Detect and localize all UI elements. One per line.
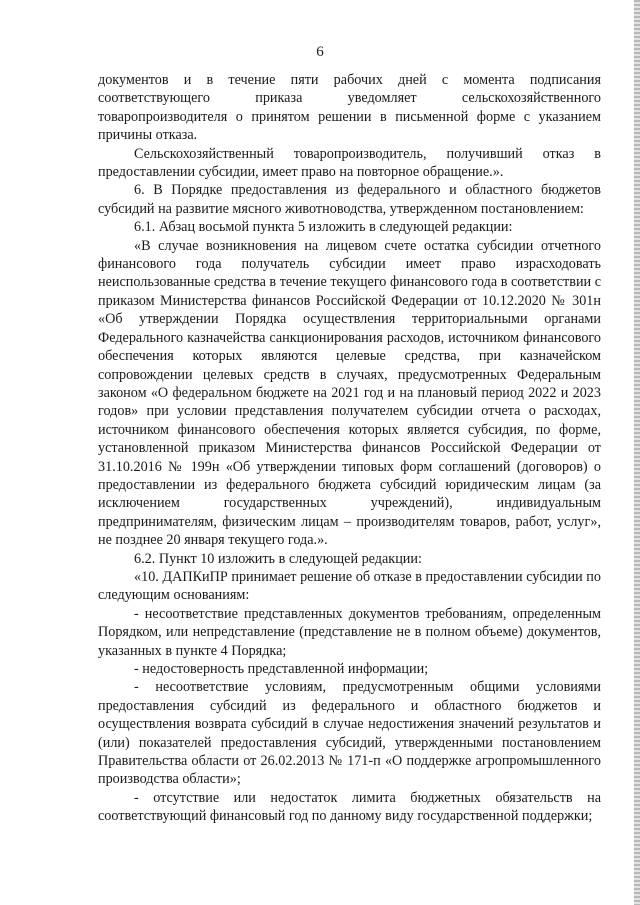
paragraph: - несоответствие представленных документов требованиям, определенным Порядком, или непредставление (представление не в полном объеме) документов, указанных в пункте 4 Порядка; — [98, 605, 601, 659]
document-body — [98, 71, 601, 826]
paragraph: - недостоверность представленной информации; — [134, 661, 429, 677]
paragraph: Сельскохозяйственный товаропроизводитель, получивший отказ в предоставлении субсидии, имеет право на повторное обращение.». — [98, 145, 601, 181]
paragraph: «10. ДАПКиПР принимает решение об отказе в предоставлении субсидии по следующим основаниям: — [98, 568, 601, 604]
paragraph: документов и в течение пяти рабочих дней с момента подписания соответствующего приказа уведомляет сельскохозяйственного товаропроизводителя о принятом решении в письменной форме с указанием причины отказа. — [98, 72, 601, 144]
paragraph: 6.1. Абзац восьмой пункта 5 изложить в следующей редакции: — [134, 219, 513, 236]
paragraph: - несоответствие условиям, предусмотренным общими условиями предоставления субсидий из федерального и областного бюджетов и осуществления возврата субсидий в случае недостижения значений результатов и (или) показателей предоставления субсидий, утвержденными постановлением Правительства области от 26.02.2013 № 171-п «О поддержке агропромышленного производства области»; — [98, 679, 601, 788]
paragraph: 6. В Порядке предоставления из федерального и областного бюджетов субсидий на развитие мясного животноводства, утвержденном постановлением: — [98, 182, 601, 217]
paragraph: «В случае возникновения на лицевом счете остатка субсидии отчетного финансового года получатель субсидии имеет право израсходовать неиспользованные средства в течение текущего финансового года в соответствии с приказом Министерства финансов Российской Федерации от 10.12.2020 № 301н «Об утверждении Порядка осуществления территориальными органами Федерального казначейства санкционирования расходов, источником финансового обеспечения которых являются целевые средства, при казначейском сопровождении целевых средств в случаях, предусмотренных Федеральным законом «О федеральном бюджете на 2021 год и на плановый период 2022 и 2023 годов» при условии представления получателем субсидии отчета о расходах, источником финансового обеспечения которых является субсидия, по форме, установленной приказом Министерства финансов Российской Федерации от 31.10.2016 № 199н «Об утверждении типовых форм соглашений (договоров) о предоставлении из федерального бюджета субсидий юридическим лицам (за исключением государственных учреждений), индивидуальным предпринимателям, физическим лицам – производителям товаров, работ, услуг», не позднее 20 января текущего года.». — [98, 237, 601, 549]
scan-edge-artifact — [634, 0, 640, 905]
paragraph: 6.2. Пункт 10 изложить в следующей редакции: — [134, 550, 422, 567]
page-number: 6 — [316, 44, 324, 60]
paragraph: - отсутствие или недостаток лимита бюджетных обязательств на соответствующий финансовый год по данному виду государственной поддержки; — [98, 789, 601, 825]
